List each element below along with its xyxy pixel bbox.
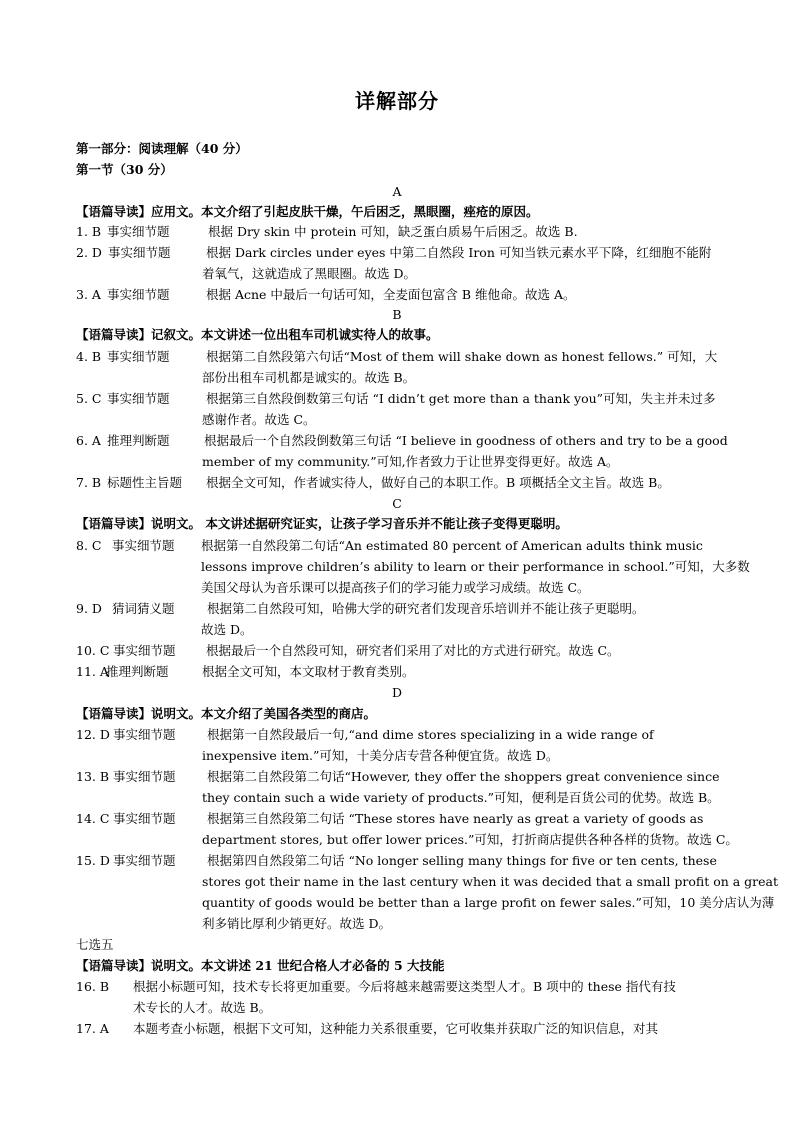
q12-explanation: 根据第一自然段最后一句,“and dime stores specializing in a wide range of [207,727,654,742]
passage-b-letter: B [392,307,402,322]
q12-number: 12. D [76,727,110,742]
q6-explanation-cont: member of my community.”可知,作者致力于让世界变得更好。故选 A。 [202,454,619,469]
passage-d-letter: D [391,685,403,700]
q2-explanation: 根据 Dark circles under eyes 中第二自然段 Iron 可知当铁元素水平下降，红细胞不能附 [206,245,712,260]
passage-b-guide: 【语篇导读】记叙文。本文讲述一位出租车司机诚实待人的故事。 [76,327,439,342]
q2-explanation-cont: 着氧气，这就造成了黑眼圈。故选 D。 [202,266,416,281]
q13-explanation: 根据第二自然段第二句话“However, they offer the shoppers great convenience since [207,769,720,784]
q8-type: 事实细节题 [112,538,175,553]
q3-type: 事实细节题 [107,287,170,302]
q14-type: 事实细节题 [113,811,176,826]
q14-explanation-cont: department stores, but offer lower prices.”可知，打折商店提供各种各样的货物。故选 C。 [202,832,738,847]
q2-type: 事实细节题 [108,245,171,260]
q13-number: 13. B [76,769,110,784]
passage-a-guide: 【语篇导读】应用文。本文介绍了引起皮肤干燥，午后困乏，黑眼圈，痤疮的原因。 [76,204,539,219]
q15-type: 事实细节题 [113,853,176,868]
q2-number: 2. D [76,245,102,260]
q11-explanation: 根据全文可知，本文取材于教育类别。 [202,664,415,679]
q1-explanation: 根据 Dry skin 中 protein 可知，缺乏蛋白质易午后困乏。故选 B. [208,224,578,239]
q8-explanation: 根据第一自然段第二句话“An estimated 80 percent of American adults think music [201,538,703,553]
q8-number: 8. C [76,538,102,553]
q1-type: 事实细节题 [107,224,170,239]
q6-explanation: 根据最后一个自然段倒数第三句话 “I believe in goodness of others and try to be a good [204,433,728,448]
seven-five-heading: 七选五 [76,937,114,952]
q13-type: 事实细节题 [113,769,176,784]
q12-type: 事实细节题 [113,727,176,742]
q6-number: 6. A [76,433,101,448]
q4-number: 4. B [76,349,102,364]
q12-explanation-cont: inexpensive item.”可知，十美分店专营各种便宜货。故选 D。 [202,748,559,763]
q11-type: 推理判断题 [106,664,169,679]
q9-explanation: 根据第二自然段可知，哈佛大学的研究者们发现音乐培训并不能让孩子更聪明。 [207,601,645,616]
q9-explanation-cont: 故选 D。 [201,622,253,637]
q16-number: 16. B [76,979,110,994]
q15-explanation: 根据第四自然段第二句话 “No longer selling many things for five or ten cents, these [207,853,717,868]
q3-number: 3. A [76,287,101,302]
q5-number: 5. C [76,391,102,406]
q10-type: 事实细节题 [113,643,176,658]
q16-explanation-cont: 术专长的人才。故选 B。 [133,1000,272,1015]
passage-c-guide: 【语篇导读】说明文。 本文讲述据研究证实，让孩子学习音乐并不能让孩子变得更聪明。 [76,516,568,531]
q15-explanation-cont: stores got their name in the last century when it was decided that a small profit on a great [202,874,779,889]
q8-explanation-cont2: 美国父母认为音乐课可以提高孩子们的学习能力或学习成绩。故选 C。 [201,580,590,595]
seven-five-guide: 【语篇导读】说明文。本文讲述 21 世纪合格人才必备的 5 大技能 [76,958,445,973]
q17-number: 17. A [76,1021,109,1036]
q4-explanation-cont: 部份出租车司机都是诚实的。故选 B。 [202,370,416,385]
q15-explanation-cont3: 利多销比厚利少销更好。故选 D。 [202,916,391,931]
q16-explanation: 根据小标题可知，技术专长将更加重要。今后将越来越需要这类型人才。B 项中的 these 指代有技 [133,979,676,994]
q6-type: 推理判断题 [107,433,170,448]
q10-explanation: 根据最后一个自然段可知，研究者们采用了对比的方式进行研究。故选 C。 [206,643,620,658]
page-title: 详解部分 [355,89,439,113]
q8-explanation-cont: lessons improve children’s ability to learn or their performance in school.”可知，大多数 [201,559,750,574]
q14-explanation: 根据第三自然段第二句话 “These stores have nearly as great a variety of goods as [207,811,704,826]
q7-explanation: 根据全文可知，作者诚实待人，做好自己的本职工作。B 项概括全文主旨。故选 B。 [206,475,670,490]
q4-type: 事实细节题 [107,349,170,364]
q10-number: 10. C [76,643,110,658]
passage-c-letter: C [392,496,402,511]
section-heading: 第一节（30 分） [76,162,173,177]
q4-explanation: 根据第二自然段第六句话“Most of them will shake down as honest fellows.” 可知，大 [206,349,718,364]
q5-explanation: 根据第三自然段倒数第三句话 “I didn’t get more than a thank you”可知，失主并未过多 [206,391,716,406]
part-heading: 第一部分：阅读理解（40 分） [76,141,248,156]
q7-number: 7. B [76,475,102,490]
q9-number: 9. D [76,601,102,616]
q9-type: 猜词猜义题 [112,601,175,616]
q15-explanation-cont2: quantity of goods would be better than a large profit on fewer sales.”可知，10 美分店认为薄 [202,895,775,910]
passage-d-guide: 【语篇导读】说明文。本文介绍了美国各类型的商店。 [76,706,377,721]
q1-number: 1. B [76,224,102,239]
q5-type: 事实细节题 [107,391,170,406]
q14-number: 14. C [76,811,110,826]
q7-type: 标题性主旨题 [107,475,183,490]
q11-number: 11. A [76,664,109,679]
q3-explanation: 根据 Acne 中最后一句话可知，全麦面包富含 B 维他命。故选 A。 [206,287,576,302]
passage-a-letter: A [392,184,402,199]
q5-explanation-cont: 感谢作者。故选 C。 [202,412,316,427]
q13-explanation-cont: they contain such a wide variety of products.”可知，便利是百货公司的优势。故选 B。 [202,790,720,805]
q15-number: 15. D [76,853,110,868]
q17-explanation: 本题考查小标题，根据下文可知，这种能力关系很重要，它可收集并获取广泛的知识信息，对其 [133,1021,659,1036]
